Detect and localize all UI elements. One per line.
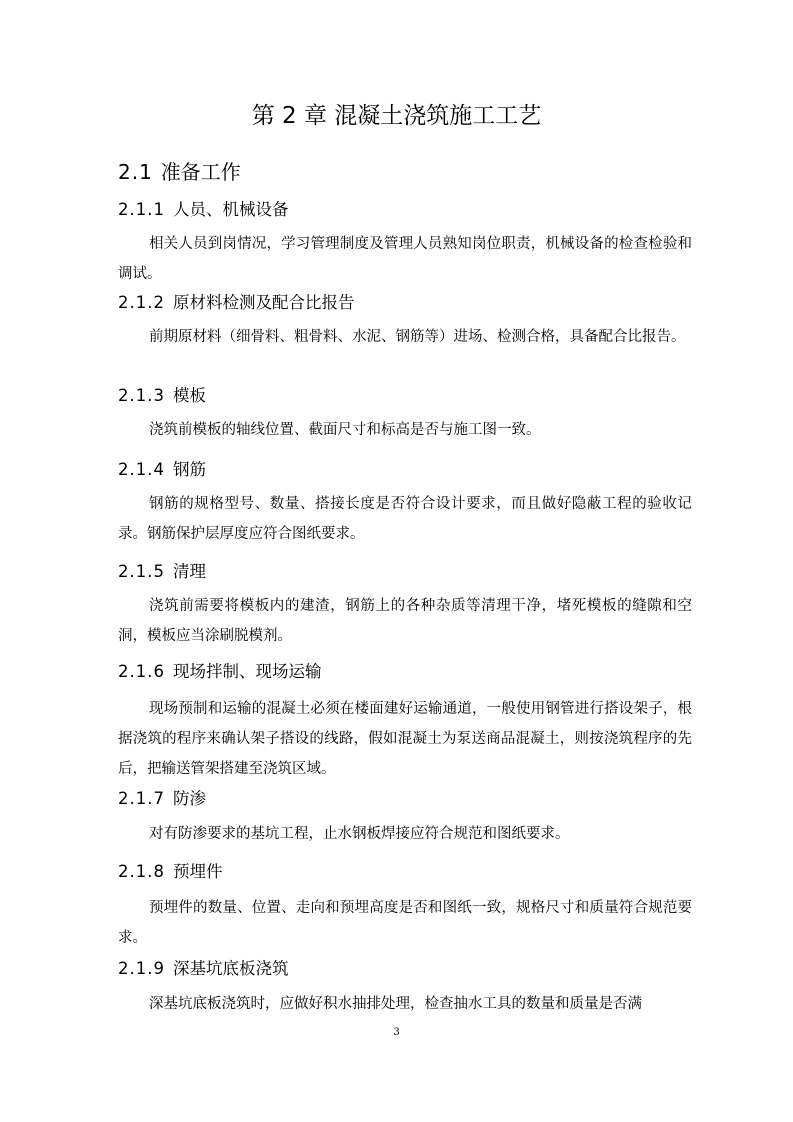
subsection-number: 2.1.9	[118, 959, 165, 978]
subsection-heading	[118, 198, 288, 222]
subsection-heading	[118, 787, 206, 811]
subsection-title: 深基坑底板浇筑	[172, 959, 289, 978]
subsection-title: 人员、机械设备	[172, 200, 289, 219]
subsection-number: 2.1.7	[118, 789, 165, 808]
subsection-heading	[118, 291, 354, 315]
subsection-heading	[118, 860, 222, 884]
section-number: 2.1	[118, 160, 153, 184]
subsection-heading	[118, 384, 206, 408]
subsection-heading	[118, 560, 206, 584]
section-title: 准备工作	[160, 160, 241, 184]
subsection-number: 2.1.8	[118, 862, 165, 881]
body-paragraph: 浇筑前需要将模板内的建渣，钢筋上的各种杂质等清理干净，堵死模板的缝隙和空洞，模板应当涂刷脱模剂。	[118, 598, 692, 644]
subsection-number: 2.1.1	[118, 200, 165, 219]
subsection-heading	[118, 660, 321, 684]
body-paragraph: 对有防渗要求的基坑工程，止水钢板焊接应符合规范和图纸要求。	[149, 826, 570, 842]
chapter-name: 混凝土浇筑施工工艺	[334, 103, 542, 129]
body-paragraph: 钢筋的规格型号、数量、搭接长度是否符合设计要求，而且做好隐蔽工程的验收记录。钢筋保护层厚度应符合图纸要求。	[118, 496, 692, 542]
subsection-heading	[118, 957, 288, 981]
body-paragraph: 深基坑底板浇筑时，应做好积水抽排处理，检查抽水工具的数量和质量是否满	[149, 996, 642, 1012]
subsection-title: 钢筋	[172, 460, 206, 479]
subsection-title: 清理	[172, 562, 206, 581]
body-paragraph: 相关人员到岗情况，学习管理制度及管理人员熟知岗位职责，机械设备的检查检验和调试。	[118, 236, 692, 282]
body-paragraph: 浇筑前模板的轴线位置、截面尺寸和标高是否与施工图一致。	[149, 422, 541, 438]
body-paragraph: 预埋件的数量、位置、走向和预埋高度是否和图纸一致，规格尺寸和质量符合规范要求。	[118, 900, 692, 946]
subsection-heading	[118, 458, 206, 482]
body-paragraph: 现场预制和运输的混凝土必须在楼面建好运输通道，一般使用钢管进行搭设架子，根据浇筑的程序来确认架子搭设的线路，假如混凝土为泵送商品混凝土，则按浇筑程序的先后，把输送管架搭建至浇筑区域。	[118, 701, 692, 777]
subsection-title: 模板	[172, 386, 206, 405]
section-heading	[118, 158, 241, 186]
subsection-title: 防渗	[172, 789, 206, 808]
subsection-number: 2.1.5	[118, 562, 165, 581]
chapter-title	[0, 100, 793, 132]
subsection-number: 2.1.4	[118, 460, 165, 479]
page-number: 3	[393, 1027, 400, 1038]
subsection-number: 2.1.2	[118, 293, 165, 312]
chapter-number: 第 2 章	[251, 103, 327, 129]
subsection-number: 2.1.3	[118, 386, 165, 405]
subsection-number: 2.1.6	[118, 662, 165, 681]
subsection-title: 现场拌制、现场运输	[172, 662, 322, 681]
subsection-title: 原材料检测及配合比报告	[172, 293, 355, 312]
subsection-title: 预埋件	[172, 862, 223, 881]
body-paragraph: 前期原材料（细骨料、粗骨料、水泥、钢筋等）进场、检测合格，具备配合比报告。	[149, 329, 686, 345]
